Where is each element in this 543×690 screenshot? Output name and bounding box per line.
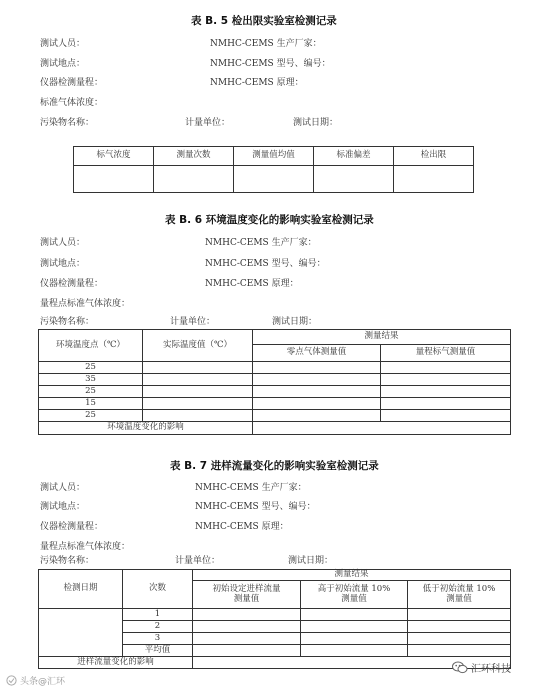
b5-header-std-conc: 标气浓度 [74, 147, 154, 166]
b6-manufacturer-label: NMHC-CEMS 生产厂家： [205, 238, 317, 248]
b6-std-gas-label: 量程点标准气体浓度： [40, 299, 131, 309]
b6-table [38, 329, 511, 435]
b7-unit-label: 计量单位： [175, 556, 221, 566]
b6-cell [253, 374, 381, 386]
b5-header-count: 测量次数 [154, 147, 234, 166]
b6-model-label: NMHC-CEMS 型号、编号： [205, 259, 326, 269]
b5-manufacturer-label: NMHC-CEMS 生产厂家： [210, 39, 322, 49]
b6-cell [143, 410, 253, 422]
b5-header-std-dev: 标准偏差 [314, 147, 394, 166]
brand-badge [452, 660, 511, 675]
b7-cell [193, 645, 301, 657]
b7-run-cell: 3 [123, 633, 193, 645]
b6-title: 表 B. 6 环境温度变化的影响实验室检测记录 [165, 214, 374, 226]
b5-date-label: 测试日期： [293, 118, 339, 128]
b6-header-result: 测量结果 [253, 330, 511, 345]
b7-cell [408, 609, 511, 621]
b6-cell [253, 422, 511, 435]
b6-header-zero: 零点气体测量值 [253, 345, 381, 362]
brand-name: 汇环科技 [471, 664, 511, 675]
b7-std-gas-label: 量程点标准气体浓度： [40, 542, 131, 552]
b5-cell [394, 166, 474, 193]
b5-cell [314, 166, 394, 193]
b7-cell [193, 621, 301, 633]
table-row [39, 422, 511, 435]
b6-header-span: 量程标气测量值 [381, 345, 511, 362]
watermark [6, 674, 65, 687]
b6-cell [143, 374, 253, 386]
b6-unit-label: 计量单位： [170, 317, 216, 327]
b7-header-high: 高于初始流量 10% 测量值 [301, 581, 408, 609]
b7-effect-label: 进样流量变化的影响 [39, 657, 193, 669]
b7-header-date: 检测日期 [39, 570, 123, 609]
b7-cell [301, 621, 408, 633]
b7-pollutant-label: 污染物名称： [40, 556, 95, 566]
b7-principle-label: NMHC-CEMS 原理： [195, 522, 289, 532]
b6-cell [253, 386, 381, 398]
b7-title: 表 B. 7 进样流量变化的影响实验室检测记录 [170, 460, 379, 472]
b7-avg-label: 平均值 [123, 645, 193, 657]
b5-title: 表 B. 5 检出限实验室检测记录 [191, 15, 337, 27]
b5-cell [234, 166, 314, 193]
b6-header-actual-temp: 实际温度值（℃） [143, 330, 253, 362]
b6-temp-cell: 25 [39, 362, 143, 374]
b6-cell [253, 398, 381, 410]
table-row [39, 657, 511, 669]
b6-temp-cell: 35 [39, 374, 143, 386]
table-row [39, 362, 511, 374]
b5-table [73, 146, 474, 193]
table-row [39, 410, 511, 422]
b6-cell [253, 362, 381, 374]
b6-temp-cell: 25 [39, 386, 143, 398]
b7-header-result: 测量结果 [193, 570, 511, 581]
b7-cell [193, 633, 301, 645]
b7-model-label: NMHC-CEMS 型号、编号： [195, 502, 316, 512]
table-row [39, 398, 511, 410]
b6-cell [253, 410, 381, 422]
b6-effect-label: 环境温度变化的影响 [39, 422, 253, 435]
b6-cell [143, 386, 253, 398]
table-row [39, 374, 511, 386]
b7-cell [408, 621, 511, 633]
b6-principle-label: NMHC-CEMS 原理： [205, 279, 299, 289]
b7-table [38, 569, 511, 669]
b7-header-count: 次数 [123, 570, 193, 609]
b7-cell [193, 609, 301, 621]
b6-temp-cell: 25 [39, 410, 143, 422]
b5-std-gas-label: 标准气体浓度： [40, 98, 104, 108]
b6-cell [143, 398, 253, 410]
b5-cell [74, 166, 154, 193]
table-row [74, 166, 474, 193]
b7-cell [301, 633, 408, 645]
b7-manufacturer-label: NMHC-CEMS 生产厂家： [195, 483, 307, 493]
b7-site-label: 测试地点： [40, 502, 86, 512]
b5-header-lod: 检出限 [394, 147, 474, 166]
b6-date-label: 测试日期： [272, 317, 318, 327]
b6-cell [381, 362, 511, 374]
b7-cell [408, 633, 511, 645]
b6-cell [381, 398, 511, 410]
b5-range-label: 仪器检测量程： [40, 78, 104, 88]
b6-tester-label: 测试人员： [40, 238, 86, 248]
b6-header-env-temp: 环境温度点（℃） [39, 330, 143, 362]
b5-model-label: NMHC-CEMS 型号、编号： [210, 59, 331, 69]
b7-run-cell: 1 [123, 609, 193, 621]
b6-pollutant-label: 污染物名称： [40, 317, 95, 327]
b6-range-label: 仪器检测量程： [40, 279, 104, 289]
b7-header-initial: 初始设定进样流量 测量值 [193, 581, 301, 609]
b5-header-mean: 测量值均值 [234, 147, 314, 166]
table-row [39, 386, 511, 398]
toutiao-logo-icon [6, 675, 17, 686]
b6-site-label: 测试地点： [40, 259, 86, 269]
b5-unit-label: 计量单位： [185, 118, 231, 128]
b6-cell [143, 362, 253, 374]
watermark-text: 头条@汇环 [20, 677, 66, 687]
b5-cell [154, 166, 234, 193]
b7-cell [408, 645, 511, 657]
b7-range-label: 仪器检测量程： [40, 522, 104, 532]
b7-run-cell: 2 [123, 621, 193, 633]
b6-cell [381, 410, 511, 422]
b7-tester-label: 测试人员： [40, 483, 86, 493]
b7-date-label: 测试日期： [288, 556, 334, 566]
b5-pollutant-label: 污染物名称： [40, 118, 95, 128]
b7-header-low: 低于初始流量 10% 测量值 [408, 581, 511, 609]
b5-tester-label: 测试人员： [40, 39, 86, 49]
b7-date-cell [39, 609, 123, 657]
b6-temp-cell: 15 [39, 398, 143, 410]
b7-cell [301, 609, 408, 621]
table-row [39, 609, 511, 621]
b6-cell [381, 374, 511, 386]
wechat-icon [452, 661, 468, 674]
b5-principle-label: NMHC-CEMS 原理： [210, 78, 304, 88]
b7-cell [301, 645, 408, 657]
b6-cell [381, 386, 511, 398]
b5-site-label: 测试地点： [40, 59, 86, 69]
